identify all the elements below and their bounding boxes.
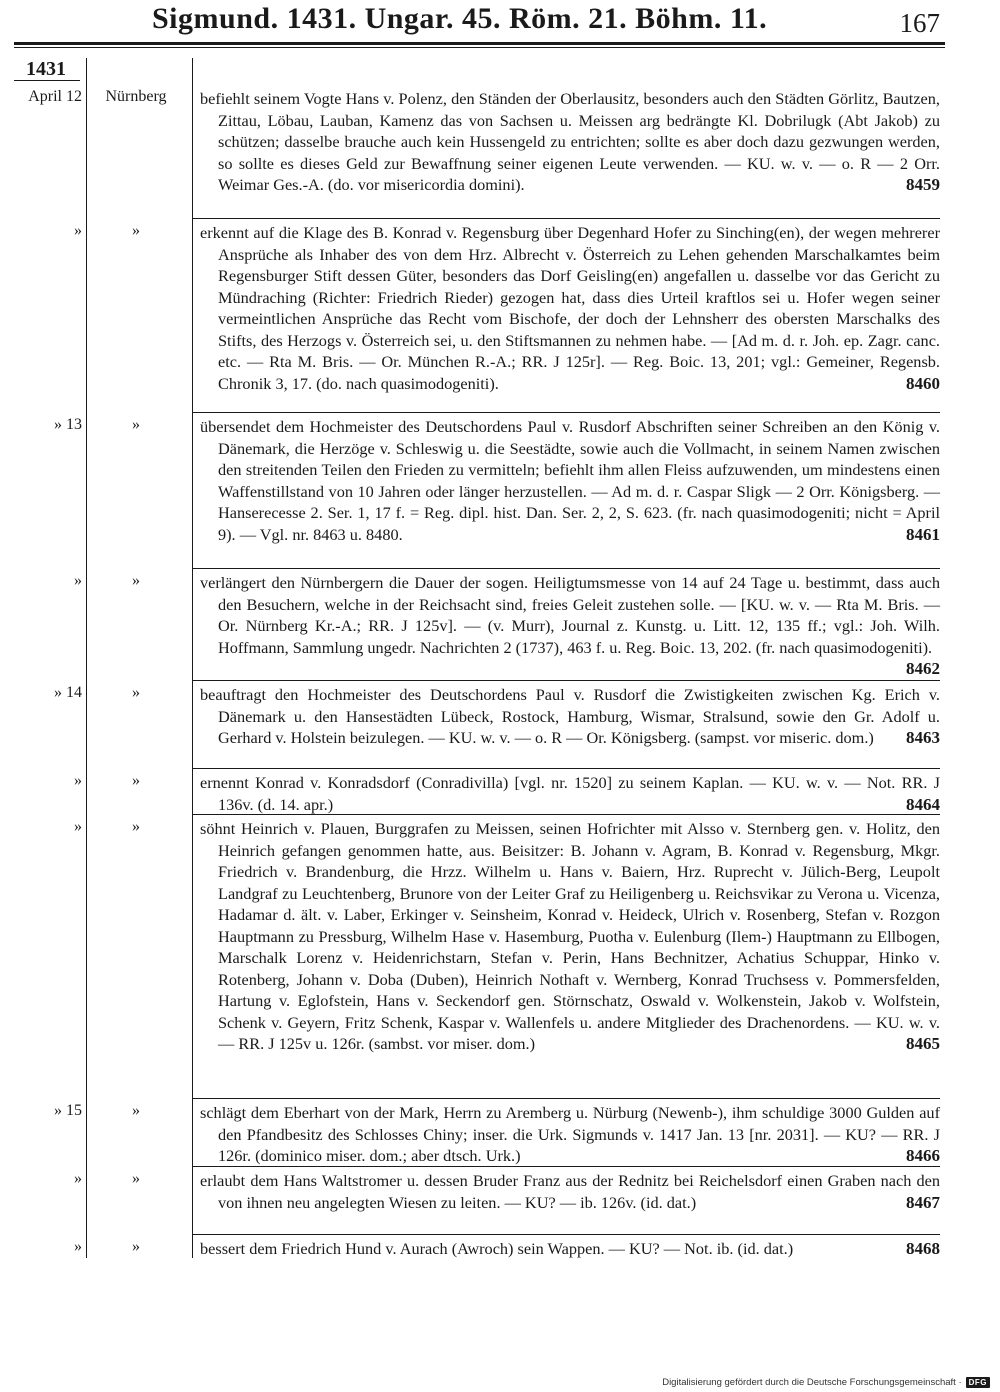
entry-divider [192, 768, 940, 769]
entry-text [200, 818, 940, 1055]
entry-number: 8460 [906, 373, 940, 393]
entry-number: 8459 [906, 175, 940, 194]
entry-date: April 12 [28, 88, 82, 105]
entry-number: 8465 [906, 1034, 940, 1053]
entry-place: » [132, 1102, 140, 1119]
entry-number: 8467 [906, 1192, 940, 1212]
entry-number: 8462 [906, 659, 940, 678]
entry-body: erkennt auf die Klage des B. Konrad v. Regensburg über Degenhard Hofer zu Sinching(en), der wegen mehrerer Ansprüche als Inhaber des von dem Hrz. Albrecht v. Österreich zu Lehen gehenden Marschalkamtes beim Regensburger Stift dessen Güter, besonders das Dorf Geisling(en) angefallen u. dasselbe vor das Gericht zu Mündraching (Richter: Friedrich Rieder) gezogen hat, dass dies Urteil kraftlos sei u. Hofer wegen seiner vermeintlichen Ansprüche das Recht vom Bischofe, der doch der Lehnsherr des obersten Marschalks des Stifts, des Herzogs v. Österreich sei, u. den Stiftsmannen zu nehmen habe. — [Ad m. d. r. Joh. ep. Zagr. canc. etc. — Rta M. Bris. — Or. München R.-A.; RR. J 125r]. — Reg. Boic. 13, 201; vgl.: Gemeiner, Regensb. Chronik 3, 17. (do. nach quasimodogeniti). [200, 223, 940, 393]
entry-date: » [74, 572, 82, 589]
entry-date: » [74, 818, 82, 835]
column-rule-place [86, 58, 87, 1258]
entry-text [200, 572, 940, 680]
entry-text [200, 772, 940, 815]
entry-divider [192, 1098, 940, 1099]
entry-place: » [132, 1170, 140, 1187]
entry-place: » [132, 416, 140, 433]
page-title: Sigmund. 1431. Ungar. 45. Röm. 21. Böhm. 11. [152, 2, 768, 35]
entry-number: 8463 [906, 728, 940, 747]
entry-place: » [132, 1238, 140, 1255]
entry-text [200, 1170, 940, 1213]
entry-place: » [132, 572, 140, 589]
entry-date: » [74, 1238, 82, 1255]
entry-date: » [74, 1170, 82, 1187]
entry-divider [192, 814, 940, 815]
page-number: 167 [899, 8, 940, 38]
entry-text [200, 1238, 940, 1260]
entry-body: söhnt Heinrich v. Plauen, Burggrafen zu Meissen, seinen Hofrichter mit Alsso v. Sternberg gen. v. Holitz, den Heinrich gefangen genommen hatte, aus. Beisitzer: B. Johann v. Agram, B. Konrad v. Regensburg, Mkgr. Friedrich v. Brandenburg, die Hrzz. Wilhelm u. Hans v. Baiern, Hrz. Ruprecht v. Jülich-Berg, Leupolt Landgraf zu Leuchtenberg, Brunore von der Leiter Graf zu Heiligenberg u. Reichsvikar zu Verona u. Vicenza, Hadamar d. ält. v. Laber, Erkinger v. Seinsheim, Konrad v. Heideck, Ulrich v. Rosenberg, Stefan v. Rozgon Hauptmann zu Pressburg, Wilhelm Hase v. Hasemburg, Puotha v. Eulenburg (Ilem-) Hauptmann zu Ellbogen, Marschalk Lorenz v. Heidenrichstarn, Stefan v. Perin, Hans Bechnitzer, Achatius Schuppar, Hinko v. Rotenberg, Johann v. Doba (Duben), Heinrich Nothaft v. Wernberg, Konrad Truchsess v. Pommersfelden, Hartung v. Eglofstein, Hans v. Seckendorf gen. Störnschatz, Oswald v. Wolkenstein, Jakob v. Wolfstein, Schenk v. Geyern, Fritz Schenk, Kaspar v. Wallenfels u. andere Mitglieder des Drachenordens. — KU. w. v. — RR. J 125v u. 126r. (sambst. vor miser. dom.) [200, 819, 940, 1053]
entry-place: Nürnberg [105, 88, 167, 105]
entry-text [200, 88, 940, 196]
entry-body: beauftragt den Hochmeister des Deutschordens Paul v. Rusdorf die Zwistigkeiten zwischen Kg. Erich v. Dänemark u. den Hansestädten Lübeck, Rostock, Hamburg, Wismar, Stralsund, sowie den Gr. Adolf u. Gerhard v. Holstein beizulegen. — KU. w. v. — o. R — Or. Königsberg. (sampst. vor miseric. dom.) [200, 685, 940, 747]
entry-text [200, 1102, 940, 1167]
entry-place: » [132, 222, 140, 239]
entry-date: » [74, 222, 82, 239]
entry-divider [192, 218, 940, 219]
entry-date: » 15 [54, 1102, 82, 1119]
entry-divider [192, 1166, 940, 1167]
header-rule-thin [14, 47, 945, 48]
entry-number: 8466 [906, 1146, 940, 1165]
column-rule-text [192, 58, 193, 1258]
entry-body: bessert dem Friedrich Hund v. Aurach (Awroch) sein Wappen. — KU? — Not. ib. (id. dat.) [200, 1239, 794, 1258]
entry-text [200, 222, 940, 394]
entry-divider [192, 680, 940, 681]
entry-body: erlaubt dem Hans Waltstromer u. dessen Bruder Franz aus der Rednitz bei Reichelsdorf einen Graben nach den von ihnen neu angelegten Wiesen zu leiten. — KU? — ib. 126v. (id. dat.) [200, 1171, 940, 1212]
entry-divider [192, 568, 940, 569]
entry-body: schlägt dem Eberhart von der Mark, Herrn zu Aremberg u. Nürburg (Newenb-), ihm schuldige 3000 Gulden auf den Pfandbesitz des Schlosses Chiny; inser. die Urk. Sigmunds v. 1417 Jan. 13 [nr. 2031]. — KU? — RR. J 126r. (dominico miser. dom.; aber dtsch. Urk.) [200, 1103, 940, 1165]
entry-number: 8461 [906, 524, 940, 544]
entry-body: übersendet dem Hochmeister des Deutschordens Paul v. Rusdorf Abschriften seiner Schreiben an den König v. Dänemark, die Herzöge v. Schleswig u. die Seestädte, sowie auch die Vollmacht, in seinem Namen zwischen den streitenden Teilen den Frieden zu vermitteln; befiehlt ihm allen Fleiss aufzuwenden, um mindestens einen Waffenstillstand von 10 Jahren oder länger herzustellen. — Ad m. d. r. Caspar Sligk — 2 Orr. Königsberg. — Hanserecesse 2. Ser. 1, 17 f. = Reg. dipl. hist. Dan. Ser. 2, 2, S. 623. (fr. nach quasimodogeniti; nicht = April 9). — Vgl. nr. 8463 u. 8480. [200, 417, 940, 544]
entry-place: » [132, 818, 140, 835]
header-rule [14, 42, 945, 45]
entry-date: » [74, 772, 82, 789]
entry-text [200, 416, 940, 545]
entry-body: befiehlt seinem Vogte Hans v. Polenz, den Ständen der Oberlausitz, besonders auch den Städten Görlitz, Bautzen, Zittau, Löbau, Lauban, Kamenz das von Sachsen u. Meissen arg bedrängte Kl. Dobrilugk (Abt Jakob) zu schützen; dasselbe brauche auch kein Hussengeld zu entrichten; sollte es aber doch dazu gezwungen werden, so sollte es dieses Geld zur Bewaffnung seiner eigenen Leute verwenden. — KU. w. v. — o. R — 2 Orr. Weimar Ges.-A. (do. vor misericordia domini). [200, 89, 940, 194]
entry-text [200, 684, 940, 749]
year-label: 1431 [26, 58, 66, 80]
entry-number: 8468 [906, 1239, 940, 1258]
year-underline [14, 80, 80, 81]
footer-text: Digitalisierung gefördert durch die Deutsche Forschungsgemeinschaft · [662, 1377, 962, 1388]
entry-body: verlängert den Nürnbergern die Dauer der sogen. Heiligtumsmesse von 14 auf 24 Tage u. bestimmt, dass auch den Besuchern, welche in der Reichsacht sind, freies Geleit zustehen solle. — [KU. w. v. — Rta M. Bris. — Or. Nürnberg Kr.-A.; RR. J 125v]. — (v. Murr), Journal z. Kunstg. u. Litt. 12, 135 ff.; vgl.: Joh. Wilh. Hoffmann, Sammlung ungedr. Nachrichten 2 (1737), 463 f. u. Reg. Boic. 13, 202. (fr. nach quasimodogeniti). [200, 573, 940, 657]
entry-place: » [132, 684, 140, 701]
entry-body: ernennt Konrad v. Konradsdorf (Conradivilla) [vgl. nr. 1520] zu seinem Kaplan. — KU. w. v. — Not. RR. J 136v. (d. 14. apr.) [200, 773, 940, 814]
entry-place: » [132, 772, 140, 789]
entry-date: » 13 [54, 416, 82, 433]
entry-number: 8464 [906, 794, 940, 814]
digitization-footer [662, 1377, 990, 1388]
entry-divider [192, 412, 940, 413]
entry-divider [192, 1234, 940, 1235]
dfg-logo-icon: DFG [966, 1377, 990, 1388]
entry-date: » 14 [54, 684, 82, 701]
